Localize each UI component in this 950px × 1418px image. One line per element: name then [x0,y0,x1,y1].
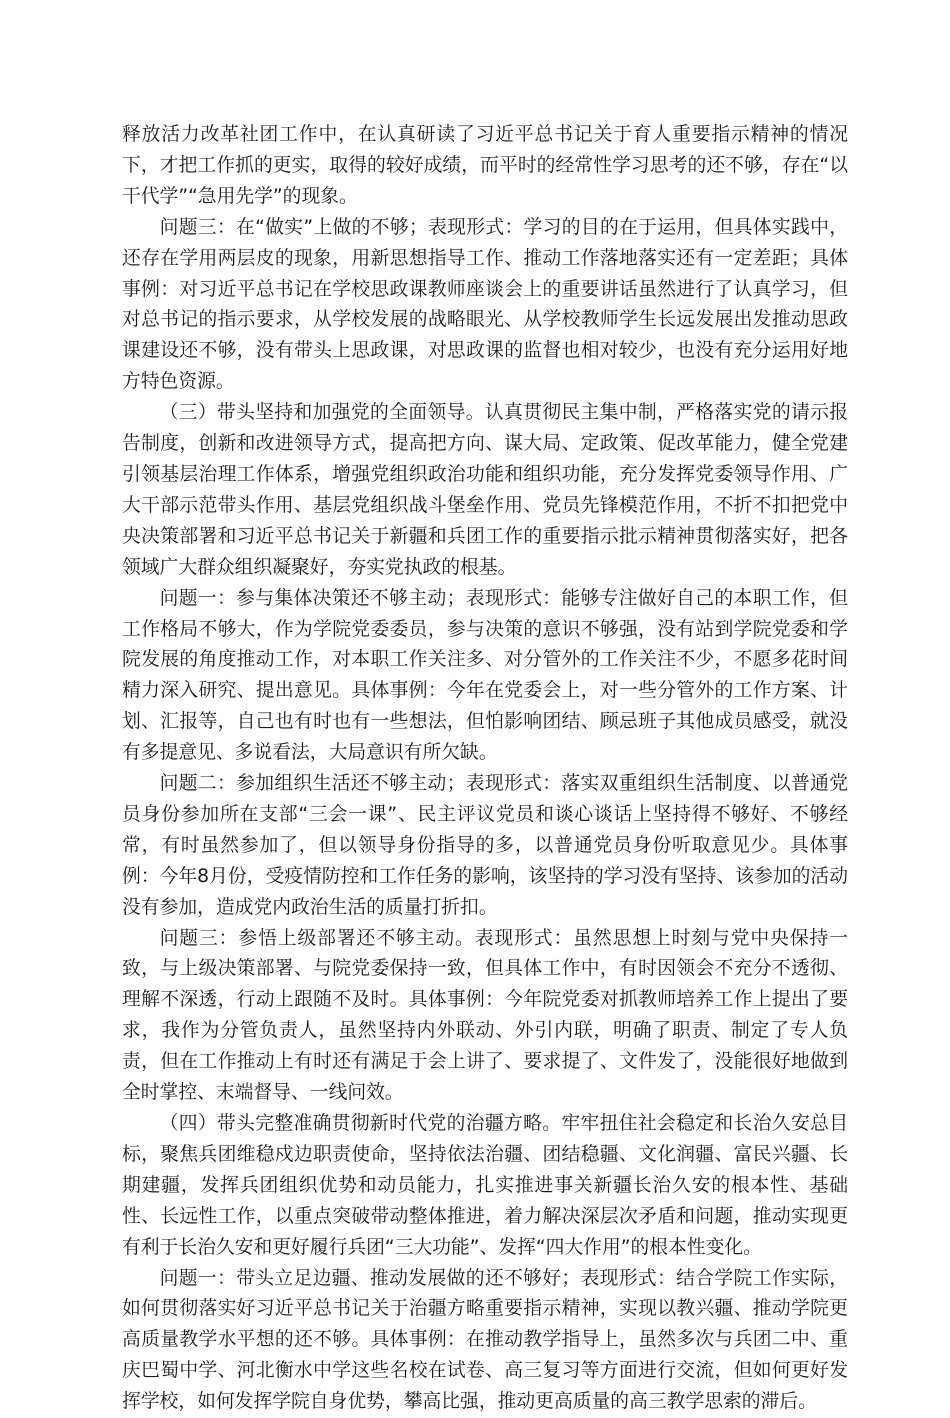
paragraph-problem-two-organization: 问题二：参加组织生活还不够主动；表现形式：落实双重组织生活制度、以普通党员身份参加所在支部“三会一课”、民主评议党员和谈心谈话上坚持得不够好、不够经常，有时虽然参加了，但以领导身份指导的多，以普通党员身份听取意见少。具体事例：今年8月份，受疫情防控和工作任务的影响，该坚持的学习没有坚持、该参加的活动没有参加，造成党内政治生活的质量打折扣。 [122,773,848,918]
paragraph-problem-three-deployment: 问题三：参悟上级部署还不够主动。表现形式：虽然思想上时刻与党中央保持一致，与上级决策部署、与院党委保持一致，但具体工作中，有时因领会不充分不透彻、理解不深透，行动上跟随不及时。具体事例：今年院党委对抓教师培养工作上提出了要求，我作为分管负责人，虽然坚持内外联动、外引内联，明确了职责、制定了专人负责，但在工作推动上有时还有满足于会上讲了、要求提了、文件发了，没能很好地做到全时掌控、末端督导、一线问效。 [122,927,848,1104]
paragraph-problem-one-frontier: 问题一：带头立足边疆、推动发展做的还不够好；表现形式：结合学院工作实际，如何贯彻落实好习近平总书记关于治疆方略重要指示精神，实现以教兴疆、推动学院更高质量教学水平想的还不够。具体事例：在推动教学指导上，虽然多次与兵团二中、重庆巴蜀中学、河北衡水中学这些名校在试卷、高三复习等方面进行交流，但如何更好发挥学校，如何发挥学院自身优势，攀高比强，推动更高质量的高三教学思索的滞后。 [122,1267,848,1413]
paragraph-continuation: 释放活力改革社团工作中，在认真研读了习近平总书记关于育人重要指示精神的情况下，才把工作抓的更实，取得的较好成绩，而平时的经常性学习思考的还不够，存在“以干代学”“急用先学”的现象。 [122,124,848,207]
paragraph-section-four: （四）带头完整准确贯彻新时代党的治疆方略。牢牢扭住社会稳定和长治久安总目标，聚焦兵团维稳戍边职责使命，坚持依法治疆、团结稳疆、文化润疆、富民兴疆、长期建疆，发挥兵团组织优势和动员能力，扎实推进事关新疆长治久安的根本性、基础性、长远性工作，以重点突破带动整体推进，着力解决深层次矛盾和问题，推动实现更有利于长治久安和更好履行兵团“三大功能”、发挥“四大作用”的根本性变化。 [122,1113,848,1258]
paragraph-problem-one-decision: 问题一：参与集体决策还不够主动；表现形式：能够专注做好自己的本职工作，但工作格局不够大，作为学院党委委员，参与决策的意识不够强，没有站到学院党委和学院发展的角度推动工作，对本职工作关注多、对分管外的工作关注不少，不愿多花时间精力深入研究、提出意见。具体事例：今年在党委会上，对一些分管外的工作方案、计划、汇报等，自己也有时也有一些想法，但怕影响团结、顾忌班子其他成员感受，就没有多提意见、多说看法，大局意识有所欠缺。 [122,587,848,764]
paragraph-problem-three-practice: 问题三：在“做实”上做的不够；表现形式：学习的目的在于运用，但具体实践中，还存在学用两层皮的现象，用新思想指导工作、推动工作落地落实还有一定差距；具体事例：对习近平总书记在学校思政课教师座谈会上的重要讲话虽然进行了认真学习，但对总书记的指示要求，从学校发展的战略眼光、从学校教师学生长远发展出发推动思政课建设还不够，没有带头上思政课，对思政课的监督也相对较少，也没有充分运用好地方特色资源。 [122,216,848,393]
paragraph-section-three: （三）带头坚持和加强党的全面领导。认真贯彻民主集中制，严格落实党的请示报告制度，创新和改进领导方式，提高把方向、谋大局、定政策、促改革能力，健全党建引领基层治理工作体系，增强党组织政治功能和组织功能，充分发挥党委领导作用、广大干部示范带头作用、基层党组织战斗堡垒作用、党员先锋模范作用，不折不扣把党中央决策部署和习近平总书记关于新疆和兵团工作的重要指示批示精神贯彻落实好，把各领域广大群众组织凝聚好，夯实党执政的根基。 [122,402,848,578]
document-body [122,120,848,1418]
